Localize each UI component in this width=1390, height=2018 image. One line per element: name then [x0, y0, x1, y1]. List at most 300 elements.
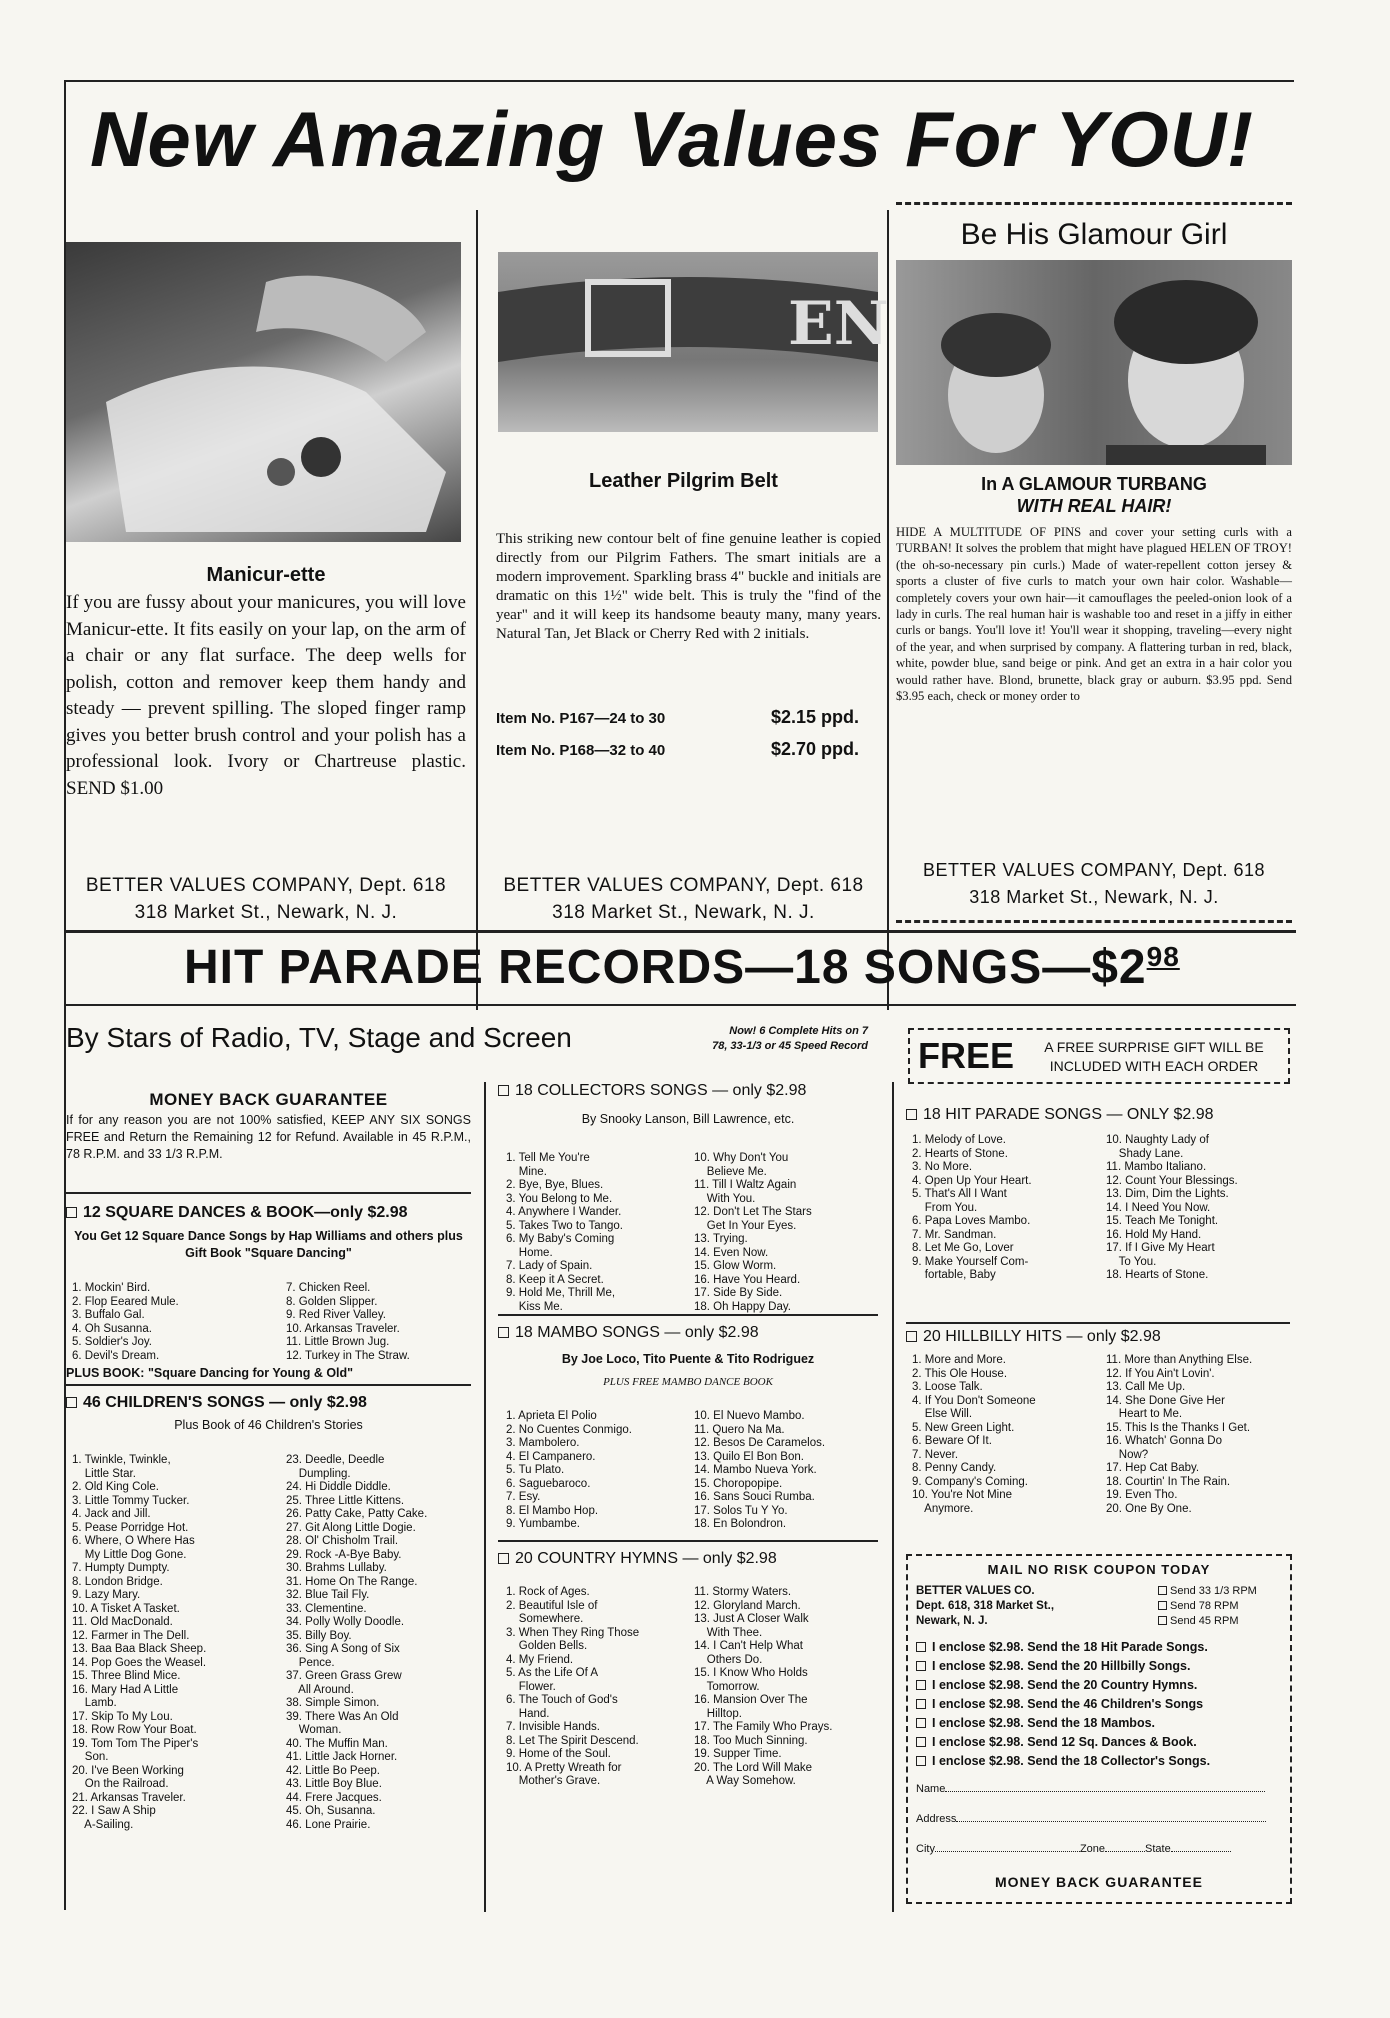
- mambo-checkbox[interactable]: [498, 1327, 509, 1338]
- headline: New Amazing Values For YOU!: [90, 95, 1255, 183]
- list-item: 2. Flop Eeared Mule.: [72, 1295, 179, 1308]
- coupon-order-option[interactable]: [916, 1752, 1210, 1771]
- coupon-zone-field[interactable]: [1105, 1842, 1145, 1852]
- ad-page: [64, 80, 1294, 1910]
- manicurette-body: If you are fussy about your manicures, you will love Manicur-ette. It fits easily on your lap, on the arm of a chair or any flat surface. The deep wells for polish, cotton and remover keep them handy and steady — prevent spilling. The sloped finger ramp gives you better brush control and your polish has a professional look. Ivory or Chartreuse plastic. SEND $1.00: [66, 592, 466, 799]
- list-item: 5. Pease Porridge Hot.: [72, 1521, 189, 1534]
- list-item: 18. Row Row Your Boat.: [72, 1724, 197, 1736]
- list-item: 11. More than Anything Else.: [1106, 1354, 1253, 1366]
- list-item: 6. Where, O Where Has: [72, 1535, 195, 1547]
- list-item: 23. Deedle, Deedle: [286, 1454, 385, 1466]
- belt-address: 318 Market St., Newark, N. J.: [552, 902, 815, 923]
- list-item: From You.: [912, 1201, 978, 1214]
- manicurette-photo: [66, 242, 461, 542]
- coupon-address-label: Address: [916, 1813, 957, 1825]
- list-item: Anymore.: [912, 1502, 974, 1515]
- list-item: 33. Clementine.: [286, 1602, 367, 1615]
- list-item: 34. Polly Wolly Doodle.: [286, 1616, 405, 1628]
- list-item: 4. My Friend.: [506, 1653, 574, 1666]
- mambo-title-text: 18 MAMBO SONGS — only $2.98: [515, 1324, 759, 1341]
- free-text-2: INCLUDED WITH EACH ORDER: [1049, 1058, 1259, 1074]
- list-item: 5. Soldier's Joy.: [72, 1336, 152, 1348]
- coupon-order-label: I enclose $2.98. Send the 20 Hillbilly Songs.: [932, 1659, 1191, 1673]
- list-item: 40. The Muffin Man.: [286, 1737, 388, 1750]
- list-item: 10. Why Don't You: [694, 1152, 789, 1164]
- speed-label: Send 33 1/3 RPM: [1170, 1585, 1257, 1597]
- list-item: 9. Home of the Soul.: [506, 1748, 611, 1760]
- list-item: Get In Your Eyes.: [694, 1219, 797, 1232]
- list-item: 37. Green Grass Grew: [286, 1670, 402, 1682]
- coupon-zone-label: Zone: [1079, 1843, 1106, 1855]
- list-item: Hand.: [506, 1707, 550, 1720]
- coupon-speed-78[interactable]: [1158, 1599, 1257, 1614]
- square-plus: PLUS BOOK: "Square Dancing for Young & Old": [66, 1366, 354, 1380]
- list-item: 9. Make Yourself Com-: [912, 1255, 1029, 1268]
- list-item: 1. Rock of Ages.: [506, 1586, 590, 1598]
- list-item: 16. Hold My Hand.: [1106, 1228, 1202, 1241]
- glamour-subtitle-1: In A GLAMOUR TURBANG: [981, 474, 1207, 494]
- section-rule: [498, 1314, 878, 1316]
- coupon-address-row[interactable]: [916, 1812, 1266, 1825]
- coupon-order-option[interactable]: [916, 1714, 1210, 1733]
- list-item: 8. Penny Candy.: [912, 1462, 997, 1474]
- coupon-order-label: I enclose $2.98. Send the 20 Country Hymns.: [932, 1678, 1198, 1692]
- list-item: 13. Call Me Up.: [1106, 1381, 1186, 1393]
- list-item: 21. Arkansas Traveler.: [72, 1791, 186, 1804]
- list-item: 13. Dim, Dim the Lights.: [1106, 1188, 1229, 1200]
- list-item: Golden Bells.: [506, 1640, 588, 1652]
- records-title: [184, 940, 1180, 995]
- checkbox[interactable]: [916, 1756, 926, 1766]
- list-item: 10. A Tisket A Tasket.: [72, 1602, 180, 1615]
- list-item: 6. Beware Of It.: [912, 1435, 992, 1447]
- records-title-text: HIT PARADE RECORDS—18 SONGS—: [184, 941, 1092, 994]
- children-title: [66, 1394, 367, 1412]
- list-item: 16. Have You Heard.: [694, 1273, 801, 1286]
- list-item: 3. Loose Talk.: [912, 1381, 983, 1393]
- list-item: 12. Turkey in The Straw.: [286, 1349, 410, 1362]
- list-item: 15. Choropopipe.: [694, 1477, 783, 1490]
- list-item: 1. Twinkle, Twinkle,: [72, 1454, 171, 1466]
- list-item: 4. If You Don't Someone: [912, 1394, 1036, 1407]
- list-item: With Thee.: [694, 1626, 763, 1639]
- list-item: Else Will.: [912, 1408, 973, 1420]
- list-item: Son.: [72, 1751, 109, 1763]
- list-item: Home.: [506, 1246, 553, 1259]
- glamour-title: Be His Glamour Girl: [960, 218, 1228, 251]
- list-item: 10. You're Not Mine: [912, 1489, 1013, 1501]
- list-item: Shady Lane.: [1106, 1147, 1184, 1160]
- hitparade-checkbox[interactable]: [906, 1109, 917, 1120]
- list-item: 14. Pop Goes the Weasel.: [72, 1656, 207, 1669]
- guarantee-title: MONEY BACK GUARANTEE: [149, 1090, 388, 1109]
- list-item: 17. Solos Tu Y Yo.: [694, 1504, 788, 1517]
- coupon-order-label: I enclose $2.98. Send the 18 Hit Parade Songs.: [932, 1640, 1208, 1654]
- list-item: 8. Let The Spirit Descend.: [506, 1734, 639, 1747]
- list-item: 16. Sans Souci Rumba.: [694, 1491, 815, 1503]
- coupon-co-3: Newark, N. J.: [916, 1615, 988, 1627]
- list-item: 12. Farmer in The Dell.: [72, 1629, 190, 1642]
- list-item: 45. Oh, Susanna.: [286, 1805, 376, 1817]
- list-item: 12. Gloryland March.: [694, 1599, 801, 1612]
- list-item: 15. This Is the Thanks I Get.: [1106, 1421, 1251, 1434]
- list-item: Now?: [1106, 1448, 1149, 1461]
- checkbox[interactable]: [916, 1661, 926, 1671]
- collectors-checkbox[interactable]: [498, 1085, 509, 1096]
- list-item: 3. When They Ring Those: [506, 1626, 640, 1639]
- section-rule: [498, 1540, 878, 1542]
- children-checkbox[interactable]: [66, 1397, 77, 1408]
- coupon-order-label: I enclose $2.98. Send the 46 Children's Songs: [932, 1697, 1204, 1711]
- list-item: 15. I Know Who Holds: [694, 1667, 808, 1679]
- list-item: 12. Don't Let The Stars: [694, 1206, 812, 1218]
- list-item: 2. Old King Cole.: [72, 1481, 159, 1493]
- list-item: 29. Rock -A-Bye Baby.: [286, 1548, 402, 1561]
- collectors-list-right: [694, 1152, 812, 1314]
- coupon-city-label: City: [916, 1843, 935, 1855]
- coupon-speed-33[interactable]: [1158, 1584, 1257, 1599]
- list-item: 15. Glow Worm.: [694, 1260, 777, 1272]
- coupon-state-label: State: [1145, 1843, 1171, 1855]
- list-item: 11. Stormy Waters.: [694, 1586, 792, 1598]
- list-item: 35. Billy Boy.: [286, 1629, 352, 1642]
- list-item: 6. Papa Loves Mambo.: [912, 1215, 1031, 1227]
- coupon-footer: MONEY BACK GUARANTEE: [995, 1874, 1203, 1890]
- checkbox[interactable]: [1158, 1616, 1167, 1625]
- checkbox[interactable]: [1158, 1601, 1167, 1610]
- coupon-name-label: Name: [916, 1783, 946, 1795]
- list-item: 8. Keep it A Secret.: [506, 1273, 604, 1286]
- coupon-co-1: BETTER VALUES CO.: [916, 1585, 1035, 1597]
- list-item: 13. Quilo El Bon Bon.: [694, 1450, 804, 1463]
- list-item: 15. Three Blind Mice.: [72, 1670, 181, 1682]
- coupon-company: [916, 1584, 1054, 1629]
- coupon-order-option[interactable]: [916, 1657, 1210, 1676]
- list-item: 3. You Belong to Me.: [506, 1192, 613, 1205]
- belt-price-1: $2.15 ppd.: [771, 707, 860, 727]
- hymns-list-left: [506, 1586, 639, 1789]
- list-item: 4. Jack and Jill.: [72, 1508, 151, 1520]
- list-item: Believe Me.: [694, 1165, 767, 1178]
- list-item: 4. Oh Susanna.: [72, 1322, 152, 1335]
- list-item: fortable, Baby: [912, 1269, 996, 1281]
- square-list-left: [72, 1282, 179, 1363]
- list-item: 17. Side By Side.: [694, 1287, 783, 1299]
- hitparade-title: [906, 1106, 1213, 1124]
- children-list-right: [286, 1454, 427, 1832]
- hillbilly-title-text: 20 HILLBILLY HITS — only $2.98: [923, 1328, 1161, 1345]
- section-rule: [906, 1322, 1290, 1324]
- list-item: 12. Count Your Blessings.: [1106, 1174, 1238, 1187]
- square-checkbox[interactable]: [66, 1207, 77, 1218]
- list-item: 5. That's All I Want: [912, 1188, 1007, 1200]
- list-item: 26. Patty Cake, Patty Cake.: [286, 1508, 428, 1520]
- coupon-co-2: Dept. 618, 318 Market St.,: [916, 1600, 1055, 1612]
- list-item: 6. Devil's Dream.: [72, 1349, 160, 1362]
- collectors-title: [498, 1082, 806, 1100]
- children-sub: Plus Book of 46 Children's Stories: [174, 1418, 363, 1432]
- coupon-order-lines: [916, 1638, 1210, 1771]
- list-item: Mine.: [506, 1165, 547, 1178]
- glamour-address: 318 Market St., Newark, N. J.: [969, 887, 1219, 907]
- hillbilly-list-right: [1106, 1354, 1252, 1516]
- hymns-title: [498, 1550, 777, 1568]
- list-item: Somewhere.: [506, 1613, 584, 1625]
- list-item: 1. More and More.: [912, 1354, 1006, 1366]
- belt-company: BETTER VALUES COMPANY, Dept. 618: [503, 875, 864, 896]
- records-stars: By Stars of Radio, TV, Stage and Screen: [66, 1022, 572, 1053]
- list-item: 3. Mambolero.: [506, 1437, 580, 1449]
- column-divider: [484, 1082, 486, 1912]
- list-item: With You.: [694, 1192, 756, 1205]
- list-item: 2. No Cuentes Conmigo.: [506, 1423, 632, 1436]
- list-item: 18. En Bolondron.: [694, 1518, 787, 1530]
- records-now-2: 78, 33-1/3 or 45 Speed Record: [712, 1040, 868, 1052]
- square-title: [66, 1204, 408, 1222]
- mambo-list-right: [694, 1410, 825, 1532]
- list-item: 19. Tom Tom The Piper's: [72, 1737, 199, 1750]
- list-item: 10. Naughty Lady of: [1106, 1134, 1209, 1146]
- coupon-speed-45[interactable]: [1158, 1614, 1257, 1629]
- list-item: 15. Teach Me Tonight.: [1106, 1215, 1219, 1227]
- list-item: 43. Little Boy Blue.: [286, 1778, 382, 1790]
- list-item: 3. Little Tommy Tucker.: [72, 1494, 190, 1507]
- hillbilly-checkbox[interactable]: [906, 1331, 917, 1342]
- list-item: 8. Let Me Go, Lover: [912, 1242, 1014, 1254]
- checkbox[interactable]: [916, 1680, 926, 1690]
- list-item: 13. Baa Baa Black Sheep.: [72, 1643, 207, 1655]
- list-item: 1. Mockin' Bird.: [72, 1282, 151, 1294]
- coupon-name-row[interactable]: [916, 1782, 1265, 1795]
- section-rule: [66, 1384, 471, 1386]
- collectors-sub: By Snooky Lanson, Bill Lawrence, etc.: [581, 1112, 795, 1126]
- list-item: 36. Sing A Song of Six: [286, 1643, 400, 1655]
- coupon: [906, 1554, 1292, 1904]
- list-item: 4. Anywhere I Wander.: [506, 1206, 622, 1218]
- list-item: 18. Hearts of Stone.: [1106, 1269, 1209, 1281]
- list-item: 27. Git Along Little Dogie.: [286, 1521, 416, 1534]
- list-item: Others Do.: [694, 1653, 763, 1666]
- list-item: 17. If I Give My Heart: [1106, 1242, 1215, 1254]
- mambo-list-left: [506, 1410, 632, 1532]
- list-item: 5. New Green Light.: [912, 1421, 1015, 1434]
- list-item: 10. A Pretty Wreath for: [506, 1761, 622, 1774]
- list-item: 16. Mansion Over The: [694, 1694, 808, 1706]
- list-item: 7. Mr. Sandman.: [912, 1228, 997, 1241]
- coupon-title: MAIL NO RISK COUPON TODAY: [987, 1562, 1211, 1577]
- belt-photo: [498, 252, 889, 432]
- list-item: 44. Frere Jacques.: [286, 1791, 382, 1804]
- children-list-left: [72, 1454, 206, 1832]
- list-item: 18. Courtin' In The Rain.: [1106, 1475, 1231, 1488]
- list-item: 17. Skip To My Lou.: [72, 1710, 173, 1723]
- coupon-city-field[interactable]: [935, 1842, 1080, 1852]
- checkbox[interactable]: [1158, 1586, 1167, 1595]
- hitparade-list-left: [912, 1134, 1032, 1283]
- list-item: 14. I Need You Now.: [1106, 1201, 1211, 1214]
- list-item: 14. She Done Give Her: [1106, 1394, 1225, 1407]
- list-item: 9. Lazy Mary.: [72, 1589, 141, 1601]
- hillbilly-title: [906, 1328, 1161, 1346]
- list-item: 3. Buffalo Gal.: [72, 1309, 145, 1321]
- list-item: 38. Simple Simon.: [286, 1697, 380, 1709]
- list-item: 41. Little Jack Horner.: [286, 1751, 398, 1763]
- manicurette-company: BETTER VALUES COMPANY, Dept. 618: [85, 875, 447, 896]
- list-item: 28. Ol' Chisholm Trail.: [286, 1535, 399, 1547]
- list-item: Hilltop.: [694, 1707, 742, 1720]
- list-item: Flower.: [506, 1680, 556, 1693]
- list-item: Pence.: [286, 1656, 335, 1669]
- list-item: 2. Hearts of Stone.: [912, 1147, 1008, 1160]
- coupon-order-option[interactable]: [916, 1676, 1210, 1695]
- list-item: 17. The Family Who Prays.: [694, 1721, 833, 1733]
- list-item: 2. Bye, Bye, Blues.: [506, 1179, 604, 1191]
- square-sub: You Get 12 Square Dance Songs by Hap Williams and others plus Gift Book "Square Dancing": [74, 1229, 463, 1260]
- section-rule: [66, 1192, 471, 1194]
- checkbox[interactable]: [916, 1718, 926, 1728]
- list-item: 13. Trying.: [694, 1233, 748, 1245]
- hitparade-title-text: 18 HIT PARADE SONGS — ONLY $2.98: [923, 1106, 1214, 1123]
- belt-item-2: Item No. P168—32 to 40: [496, 742, 666, 759]
- records-now: [648, 1024, 868, 1054]
- collectors-title-text: 18 COLLECTORS SONGS — only $2.98: [515, 1082, 807, 1099]
- list-item: 6. My Baby's Coming: [506, 1233, 615, 1245]
- list-item: 11. Till I Waltz Again: [694, 1179, 797, 1191]
- list-item: 3. No More.: [912, 1161, 973, 1173]
- glamour-photo: [896, 260, 1292, 465]
- list-item: 7. Never.: [912, 1448, 959, 1461]
- list-item: 18. Oh Happy Day.: [694, 1300, 791, 1313]
- belt-title: Leather Pilgrim Belt: [589, 470, 778, 492]
- list-item: 9. Yumbambe.: [506, 1518, 580, 1530]
- list-item: 2. Beautiful Isle of: [506, 1599, 598, 1612]
- coupon-name-field[interactable]: [945, 1782, 1265, 1792]
- list-item: 46. Lone Prairie.: [286, 1818, 371, 1831]
- mambo-title: [498, 1324, 759, 1342]
- list-item: 6. The Touch of God's: [506, 1694, 618, 1706]
- checkbox[interactable]: [916, 1642, 926, 1652]
- belt-item-1: Item No. P167—24 to 30: [496, 710, 666, 727]
- coupon-order-option[interactable]: [916, 1733, 1210, 1752]
- coupon-speeds: [1158, 1584, 1257, 1629]
- list-item: 20. The Lord Will Make: [694, 1761, 813, 1774]
- list-item: 20. One By One.: [1106, 1502, 1192, 1515]
- list-item: A-Sailing.: [72, 1818, 134, 1831]
- list-item: Little Star.: [72, 1467, 136, 1480]
- coupon-city-row[interactable]: [916, 1842, 1231, 1855]
- mambo-sub: By Joe Loco, Tito Puente & Tito Rodriguez: [561, 1352, 815, 1366]
- list-item: 5. Tu Plato.: [506, 1464, 565, 1476]
- list-item: 6. Saguebaroco.: [506, 1477, 591, 1490]
- records-price-cents: 98: [1146, 941, 1180, 972]
- list-item: 4. Open Up Your Heart.: [912, 1174, 1032, 1187]
- list-item: 25. Three Little Kittens.: [286, 1494, 405, 1507]
- glamour-bottom-rule: [896, 920, 1292, 923]
- hitparade-list-right: [1106, 1134, 1238, 1283]
- column-divider: [476, 210, 478, 1010]
- list-item: 12. If You Ain't Lovin'.: [1106, 1367, 1215, 1380]
- records-price-dollar: $2: [1091, 941, 1147, 994]
- list-item: 22. I Saw A Ship: [72, 1805, 156, 1817]
- list-item: 14. Mambo Nueva York.: [694, 1464, 817, 1476]
- list-item: 5. Takes Two to Tango.: [506, 1219, 623, 1232]
- coupon-state-field[interactable]: [1171, 1842, 1231, 1852]
- list-item: 14. I Can't Help What: [694, 1640, 803, 1652]
- hymns-title-text: 20 COUNTRY HYMNS — only $2.98: [515, 1550, 777, 1567]
- list-item: 17. Hep Cat Baby.: [1106, 1462, 1200, 1474]
- list-item: 39. There Was An Old: [286, 1710, 399, 1723]
- speed-label: Send 45 RPM: [1170, 1615, 1239, 1627]
- hillbilly-list-left: [912, 1354, 1036, 1516]
- coupon-order-option[interactable]: [916, 1695, 1210, 1714]
- collectors-list-left: [506, 1152, 623, 1314]
- list-item: 5. As the Life Of A: [506, 1667, 599, 1679]
- list-item: To You.: [1106, 1255, 1157, 1268]
- list-item: 8. London Bridge.: [72, 1575, 163, 1588]
- section-rule: [66, 930, 1296, 933]
- checkbox[interactable]: [916, 1699, 926, 1709]
- glamour-company: BETTER VALUES COMPANY, Dept. 618: [922, 860, 1266, 880]
- list-item: 32. Blue Tail Fly.: [286, 1589, 370, 1601]
- free-word: FREE: [918, 1035, 1015, 1076]
- checkbox[interactable]: [916, 1737, 926, 1747]
- list-item: 11. Old MacDonald.: [72, 1616, 173, 1628]
- list-item: Tomorrow.: [694, 1680, 760, 1693]
- list-item: My Little Dog Gone.: [72, 1548, 187, 1561]
- list-item: 12. Besos De Caramelos.: [694, 1437, 826, 1449]
- section-rule: [66, 1004, 1296, 1006]
- mambo-plus: PLUS FREE MAMBO DANCE BOOK: [603, 1376, 773, 1388]
- list-item: 9. Hold Me, Thrill Me,: [506, 1287, 616, 1299]
- manicurette-title: Manicur-ette: [206, 564, 326, 586]
- glamour-body: HIDE A MULTITUDE OF PINS and cover your setting curls with a TURBAN! It solves the problem that might have plagued HELEN OF TROY! (the oh-so-necessary pin curls.) Made of water-repellent cotton jersey & sports a cluster of five curls to match your own hair color. Washable—completely covers your own hair—it camouflages the peeled-onion look of a lady in curls. The real human hair is washable too and reset in a jiffy in either curls or bangs. You'll love it! You'll wear it shopping, traveling—every night of the year, and when surprised by company. A flattering turban in red, black, white, powder blue, sand beige or pink. And get an extra in a hair color you would rather have. Blond, brunette, black gray or auburn. $3.95 ppd. Send $3.95 each, check or money order to: [896, 525, 1292, 704]
- belt-price-2: $2.70 ppd.: [771, 739, 860, 759]
- coupon-order-option[interactable]: [916, 1638, 1210, 1657]
- list-item: 20. I've Been Working: [72, 1764, 184, 1777]
- list-item: Heart to Me.: [1106, 1408, 1183, 1420]
- glamour-top-rule: [896, 202, 1292, 205]
- hymns-checkbox[interactable]: [498, 1553, 509, 1564]
- list-item: 16. Whatch' Gonna Do: [1106, 1435, 1222, 1447]
- free-text-1: A FREE SURPRISE GIFT WILL BE: [1044, 1039, 1264, 1055]
- svg-text:EN: EN: [788, 289, 889, 359]
- free-text: [1020, 1038, 1288, 1076]
- list-item: 14. Even Now.: [694, 1246, 769, 1259]
- list-item: 31. Home On The Range.: [286, 1575, 418, 1588]
- coupon-address-field[interactable]: [956, 1812, 1266, 1822]
- list-item: 18. Too Much Sinning.: [694, 1734, 808, 1747]
- list-item: 7. Lady of Spain.: [506, 1260, 593, 1272]
- list-item: 19. Even Tho.: [1106, 1489, 1178, 1501]
- coupon-order-label: I enclose $2.98. Send 12 Sq. Dances & Book.: [932, 1735, 1197, 1749]
- hymns-list-right: [694, 1586, 832, 1789]
- list-item: 42. Little Bo Peep.: [286, 1764, 380, 1777]
- list-item: Woman.: [286, 1724, 342, 1736]
- list-item: 2. This Ole House.: [912, 1367, 1008, 1380]
- speed-label: Send 78 RPM: [1170, 1600, 1239, 1612]
- list-item: A Way Somehow.: [694, 1775, 796, 1787]
- list-item: 1. Melody of Love.: [912, 1134, 1006, 1146]
- belt-body: This striking new contour belt of fine genuine leather is copied directly from our Pilgrim Fathers. The smart initials are a modern improvement. Sparkling brass 4" buckle and initials are dramatic on this 1½" wide belt. This is truly the "find of the year" and it will keep its handsome beauty many, many years. Natural Tan, Jet Black or Cherry Red with 2 initials.: [496, 531, 881, 642]
- list-item: 16. Mary Had A Little: [72, 1683, 179, 1696]
- square-list-right: [286, 1282, 410, 1363]
- list-item: 24. Hi Diddle Diddle.: [286, 1481, 391, 1493]
- square-title-text: 12 SQUARE DANCES & BOOK—only $2.98: [83, 1204, 408, 1221]
- list-item: Dumpling.: [286, 1467, 351, 1480]
- list-item: 1. Tell Me You're: [506, 1152, 590, 1164]
- list-item: 11. Little Brown Jug.: [286, 1336, 390, 1348]
- list-item: 11. Quero Na Ma.: [694, 1423, 785, 1436]
